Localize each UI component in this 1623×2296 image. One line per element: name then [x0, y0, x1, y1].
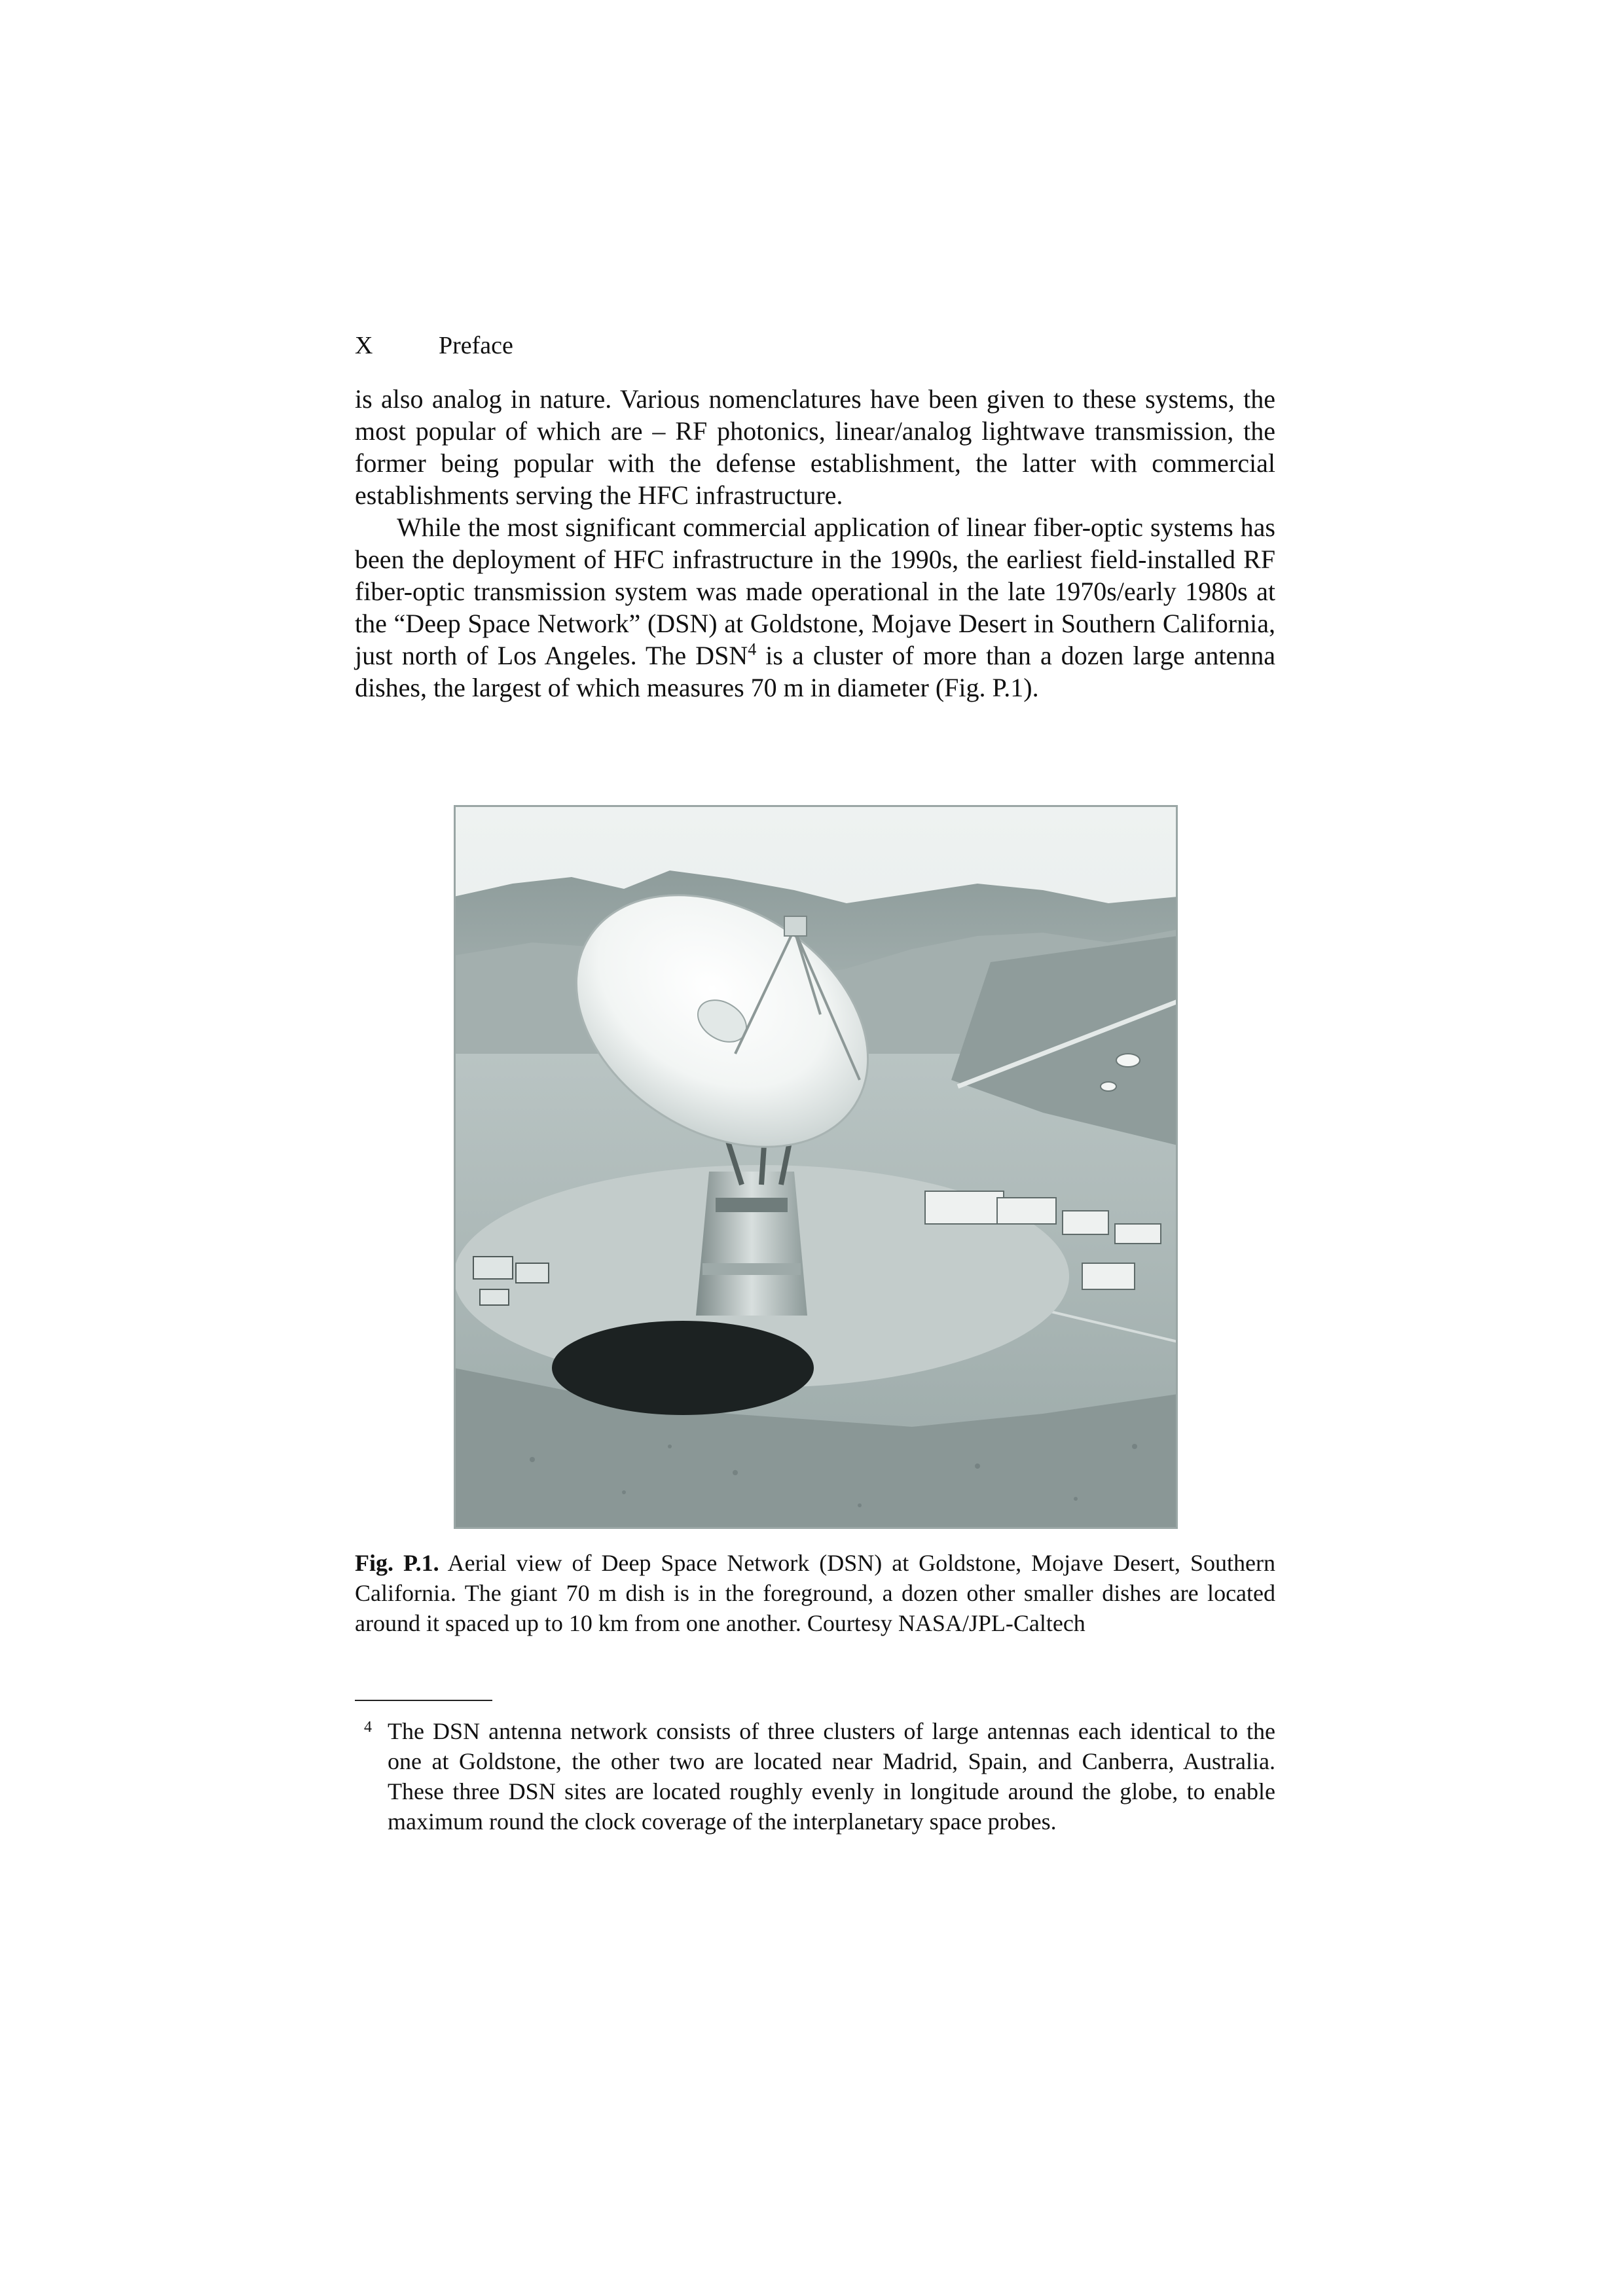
running-title: Preface — [439, 332, 513, 359]
figure-caption — [355, 1548, 1275, 1638]
body-text — [355, 383, 1275, 704]
paragraph-2-main: While the most significant commercial application of linear fiber-optic systems has been the deployment of HFC infrastructure in the 1990s, the earliest field-installed RF fiber-optic transmission system was made operational in the late 1970s/early 1980s at the “Deep Space Network” (DSN) at Goldstone, Mojave Desert in Southern California, just north of Los Angeles. The DSN — [355, 512, 1275, 670]
dsn-antenna-photo — [454, 805, 1178, 1529]
footnote-divider — [355, 1700, 492, 1701]
figure-label: Fig. P.1. — [355, 1550, 439, 1576]
figure-dsn-photo — [454, 805, 1178, 1529]
footnote-reference[interactable]: 4 — [748, 639, 757, 659]
paragraph-2 — [355, 511, 1275, 704]
footnote-mark: 4 — [364, 1719, 372, 1736]
footnote-text: The DSN antenna network consists of three clusters of large antennas each identical to the one at Goldstone, the other two are located near Madrid, Spain, and Canberra, Australia. These three DSN sites are located roughly evenly in longitude around the globe, to enable maximum round the clock coverage of the interplanetary space probes. — [388, 1718, 1275, 1835]
footnote — [355, 1716, 1275, 1837]
page-number: X — [355, 332, 373, 359]
paragraph-2-tail: is a cluster of more than a dozen large antenna dishes, the largest of which measures 70 m in diameter (Fig. P.1). — [355, 641, 1275, 702]
paragraph-1: is also analog in nature. Various nomenclatures have been given to these systems, the most popular of which are – RF photonics, linear/analog lightwave transmission, the former being popular with the defense establishment, the latter with commercial establishments serving the HFC infrastructure. — [355, 384, 1275, 510]
figure-caption-text: Aerial view of Deep Space Network (DSN) at Goldstone, Mojave Desert, Southern California. The giant 70 m dish is in the foreground, a dozen other smaller dishes are located around it spaced up to 10 km from one another. Courtesy NASA/JPL-Caltech — [355, 1550, 1275, 1636]
running-head — [355, 329, 1271, 363]
